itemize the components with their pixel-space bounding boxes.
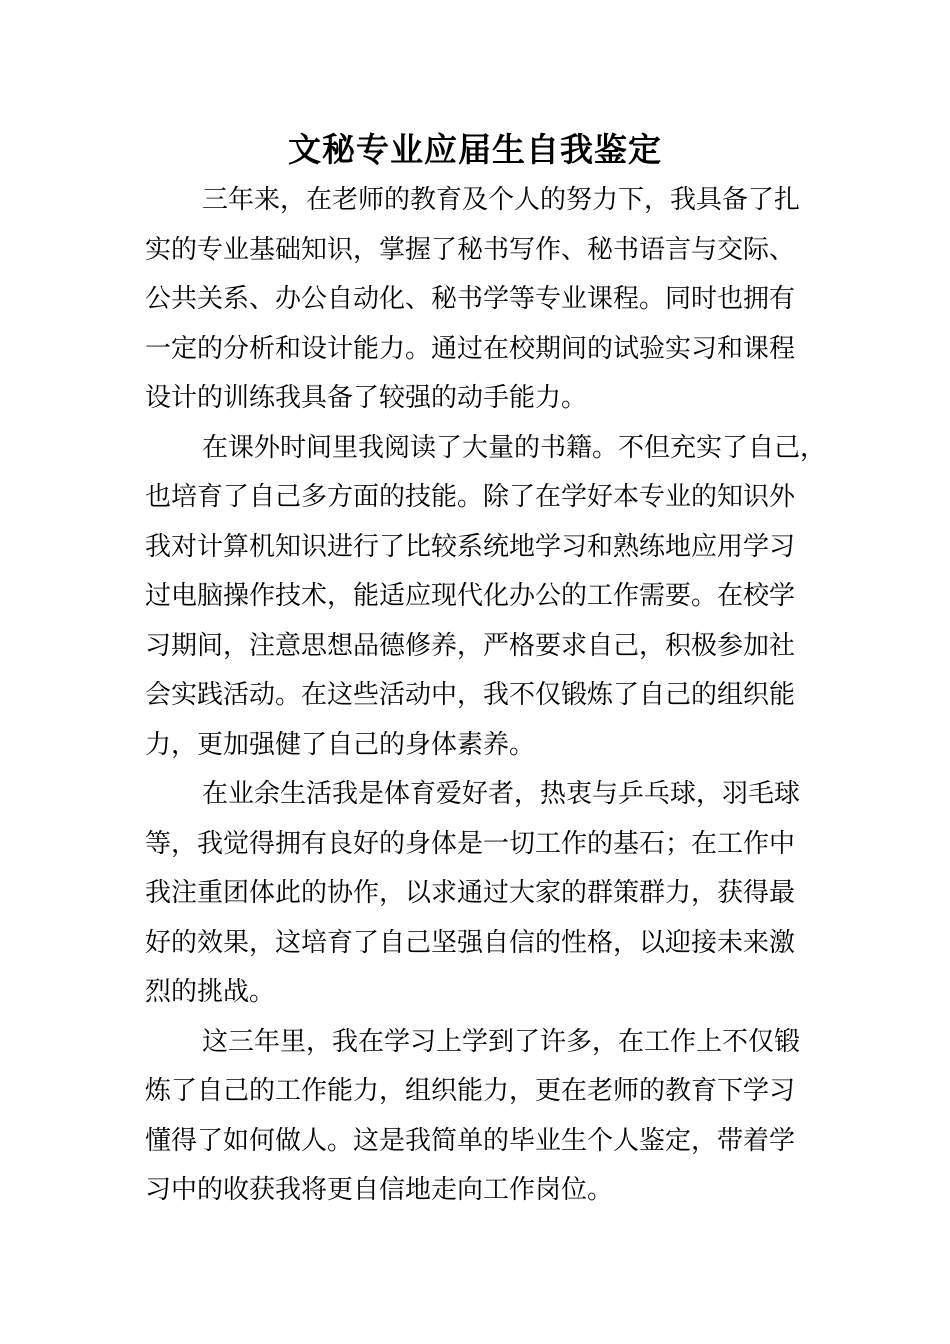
paragraph-line: 实的专业基础知识，掌握了秘书写作、秘书语言与交际、	[145, 234, 796, 265]
paragraph-line: 好的效果，这培育了自己坚强自信的性格，以迎接未来激	[145, 927, 796, 958]
paragraph-line: 力，更加强健了自己的身体素养。	[145, 729, 536, 760]
paragraph-line: 在课外时间里我阅读了大量的书籍。不但充实了自己，	[202, 432, 827, 463]
paragraph-line: 过电脑操作技术，能适应现代化办公的工作需要。在校学	[145, 581, 796, 611]
paragraph-line: 习中的收获我将更自信地走向工作岗位。	[145, 1175, 614, 1205]
paragraph-2	[145, 424, 825, 771]
paragraph-line: 习期间，注意思想品德修养，严格要求自己，积极参加社	[145, 630, 796, 661]
paragraph-line: 也培育了自己多方面的技能。除了在学好本专业的知识外	[145, 482, 796, 512]
paragraph-line: 我注重团体此的协作，以求通过大家的群策群力，获得最	[145, 878, 796, 908]
paragraph-line: 炼了自己的工作能力，组织能力，更在老师的教育下学习	[145, 1076, 796, 1106]
paragraph-line: 在业余生活我是体育爱好者，热衷与乒乓球，羽毛球	[202, 779, 801, 809]
paragraph-line: 会实践活动。在这些活动中，我不仅锻炼了自己的组织能	[145, 680, 796, 710]
paragraph-4	[145, 1018, 825, 1216]
paragraph-line: 懂得了如何做人。这是我简单的毕业生个人鉴定，带着学	[145, 1125, 796, 1156]
paragraph-3	[145, 770, 825, 1018]
paragraph-line: 三年来，在老师的教育及个人的努力下，我具备了扎	[202, 185, 801, 215]
paragraph-1	[145, 176, 825, 424]
paragraph-line: 等，我觉得拥有良好的身体是一切工作的基石；在工作中	[145, 828, 796, 859]
paragraph-line: 设计的训练我具备了较强的动手能力。	[145, 383, 588, 413]
paragraph-line: 这三年里，我在学习上学到了许多，在工作上不仅锻	[202, 1026, 801, 1057]
document-title: 文秘专业应届生自我鉴定	[288, 130, 662, 169]
paragraph-line: 我对计算机知识进行了比较系统地学习和熟练地应用学习	[145, 531, 796, 562]
paragraph-line: 一定的分析和设计能力。通过在校期间的试验实习和课程	[145, 333, 796, 364]
paragraph-line: 烈的挑战。	[145, 977, 276, 1007]
paragraph-line: 公共关系、办公自动化、秘书学等专业课程。同时也拥有	[145, 284, 796, 314]
document-body	[145, 176, 825, 1216]
